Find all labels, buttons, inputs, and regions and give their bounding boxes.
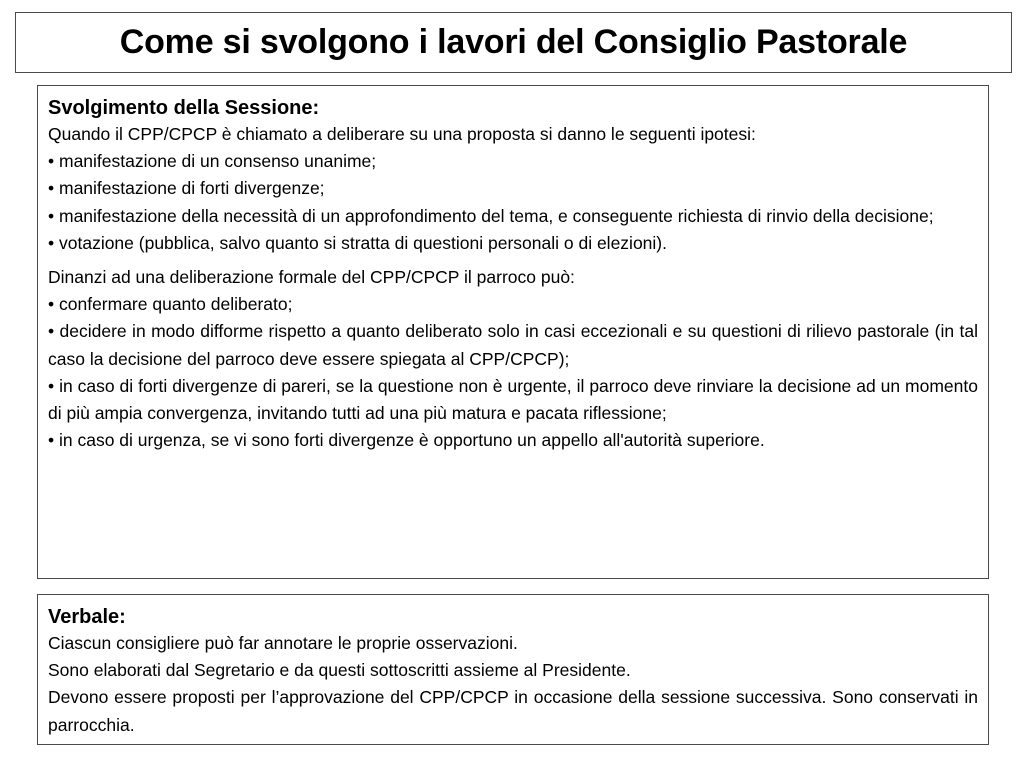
minutes-line: Sono elaborati dal Segretario e da questi sottoscritti assieme al Presidente. [48,660,631,681]
hypothesis-item: • manifestazione della necessità di un approfondimento del tema, e conseguente richiesta di rinvio della decisione; [48,205,934,226]
minutes-section [37,594,989,745]
hypothesis-item: • votazione (pubblica, salvo quanto si stratta di questioni personali o di elezioni). [48,232,667,253]
paragraph-gap [48,257,978,264]
priest-option-item: • confermare quanto deliberato; [48,294,293,315]
priest-option-item: • in caso di forti divergenze di pareri, se la questione non è urgente, il parroco deve rinviare la decisione ad un momento di più ampia convergenza, invitando tutti ad una più matura e pacata riflessione; [48,375,978,424]
session-heading: Svolgimento della Sessione: [48,97,320,119]
priest-intro: Dinanzi ad una deliberazione formale del CPP/CPCP il parroco può: [48,267,575,288]
session-intro: Quando il CPP/CPCP è chiamato a deliberare su una proposta si danno le seguenti ipotesi: [48,124,756,144]
title-box [15,12,1012,73]
hypothesis-item: • manifestazione di forti divergenze; [48,178,325,199]
hypothesis-item: • manifestazione di un consenso unanime; [48,151,377,172]
page-title: Come si svolgono i lavori del Consiglio Pastorale [119,23,908,61]
minutes-line: Devono essere proposti per l’approvazione del CPP/CPCP in occasione della sessione successiva. Sono conservati in parrocchia. [48,687,978,735]
minutes-line: Ciascun consigliere può far annotare le proprie osservazioni. [48,633,518,653]
session-section [37,85,989,579]
priest-option-item: • in caso di urgenza, se vi sono forti divergenze è opportuno un appello all'autorità superiore. [48,430,765,451]
minutes-heading: Verbale: [48,606,126,628]
priest-option-item: • decidere in modo difforme rispetto a quanto deliberato solo in casi eccezionali e su questioni di rilievo pastorale (in tal caso la decisione del parroco deve essere spiegata al CPP/CPCP); [48,321,978,369]
